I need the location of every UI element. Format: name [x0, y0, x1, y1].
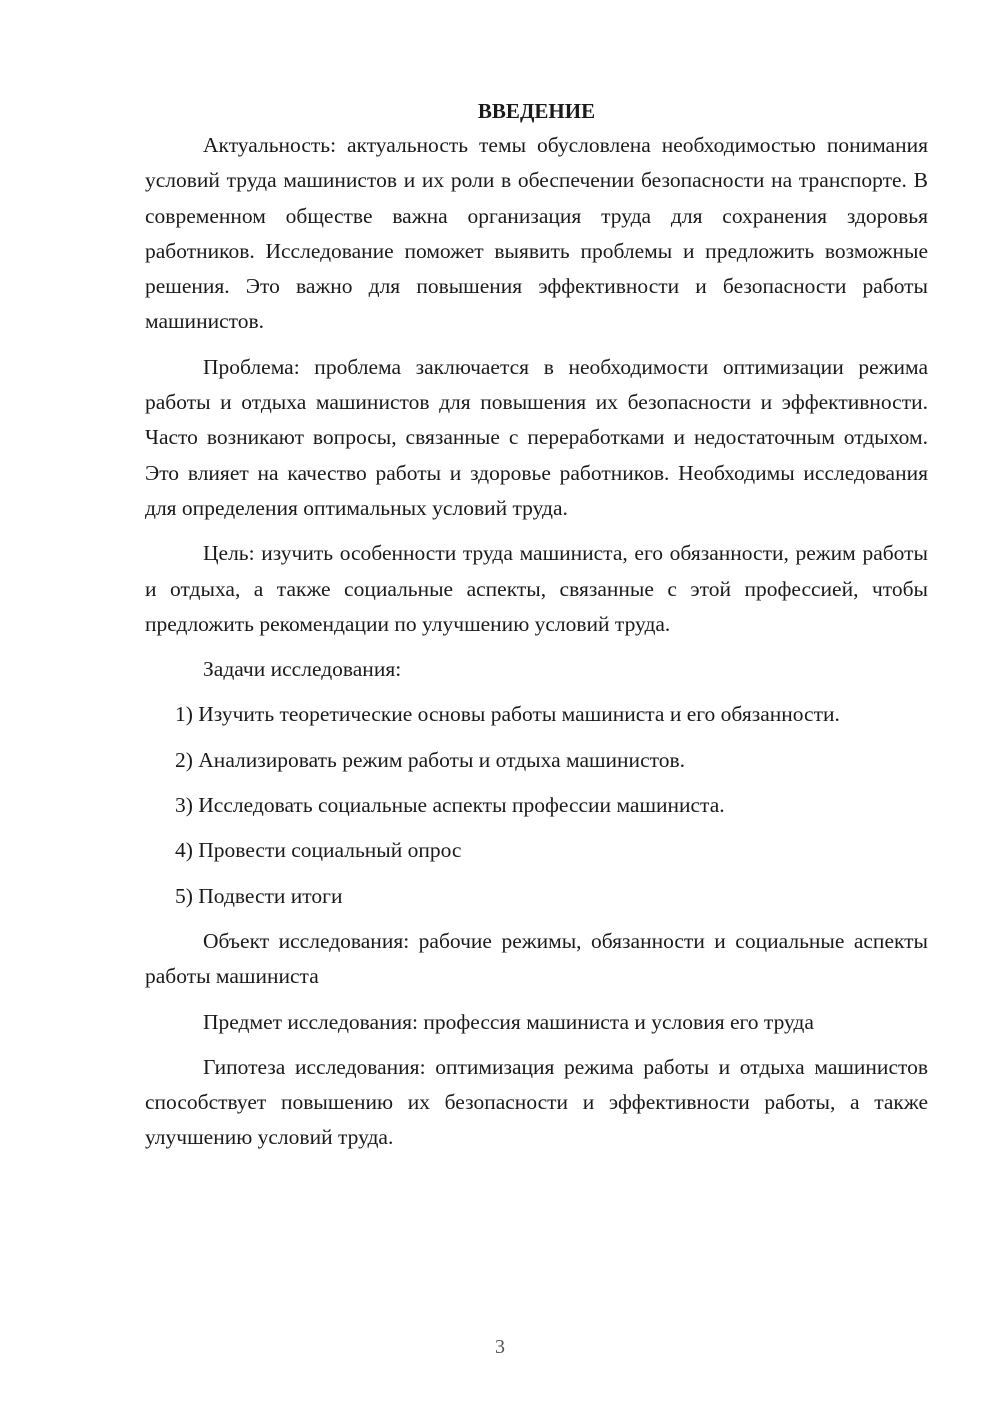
task-item-5: 5) Подвести итоги: [175, 883, 343, 908]
problem-paragraph: Проблема: проблема заключается в необходимости оптимизации режима работы и отдыха машинистов для повышения их безопасности и эффективности. Часто возникают вопросы, связанные с переработками и недостаточным отдыхом. Это влияет на качество работы и здоровье работников. Необходимы исследования для определения оптимальных условий труда.: [145, 354, 928, 520]
task-item-3: 3) Исследовать социальные аспекты профессии машиниста.: [175, 793, 725, 818]
task-item-2: 2) Анализировать режим работы и отдыха машинистов.: [175, 747, 685, 772]
goal-paragraph: Цель: изучить особенности труда машиниста, его обязанности, режим работы и отдыха, а также социальные аспекты, связанные с этой профессией, чтобы предложить рекомендации по улучшению условий труда.: [145, 541, 928, 636]
document-page: [145, 96, 928, 1166]
hypothesis-paragraph: Гипотеза исследования: оптимизация режима работы и отдыха машинистов способствует повышению их безопасности и эффективности работы, а также улучшению условий труда.: [145, 1054, 928, 1150]
section-title: ВВЕДЕНИЕ: [477, 99, 596, 123]
object-paragraph: Объект исследования: рабочие режимы, обязанности и социальные аспекты работы машиниста: [145, 928, 928, 989]
relevance-paragraph: Актуальность: актуальность темы обусловлена необходимостью понимания условий труда машинистов и их роли в обеспечении безопасности на транспорте. В современном обществе важна организация труда для сохранения здоровья работников. Исследование поможет выявить проблемы и предложить возможные решения. Это важно для повышения эффективности и безопасности работы машинистов.: [145, 133, 928, 334]
task-item-4: 4) Провести социальный опрос: [175, 838, 462, 863]
subject-paragraph: Предмет исследования: профессия машиниста и условия его труда: [203, 1009, 814, 1034]
tasks-heading: Задачи исследования:: [203, 657, 402, 682]
task-item-1: 1) Изучить теоретические основы работы машиниста и его обязанности.: [175, 702, 840, 727]
page-number: 3: [495, 1336, 505, 1358]
